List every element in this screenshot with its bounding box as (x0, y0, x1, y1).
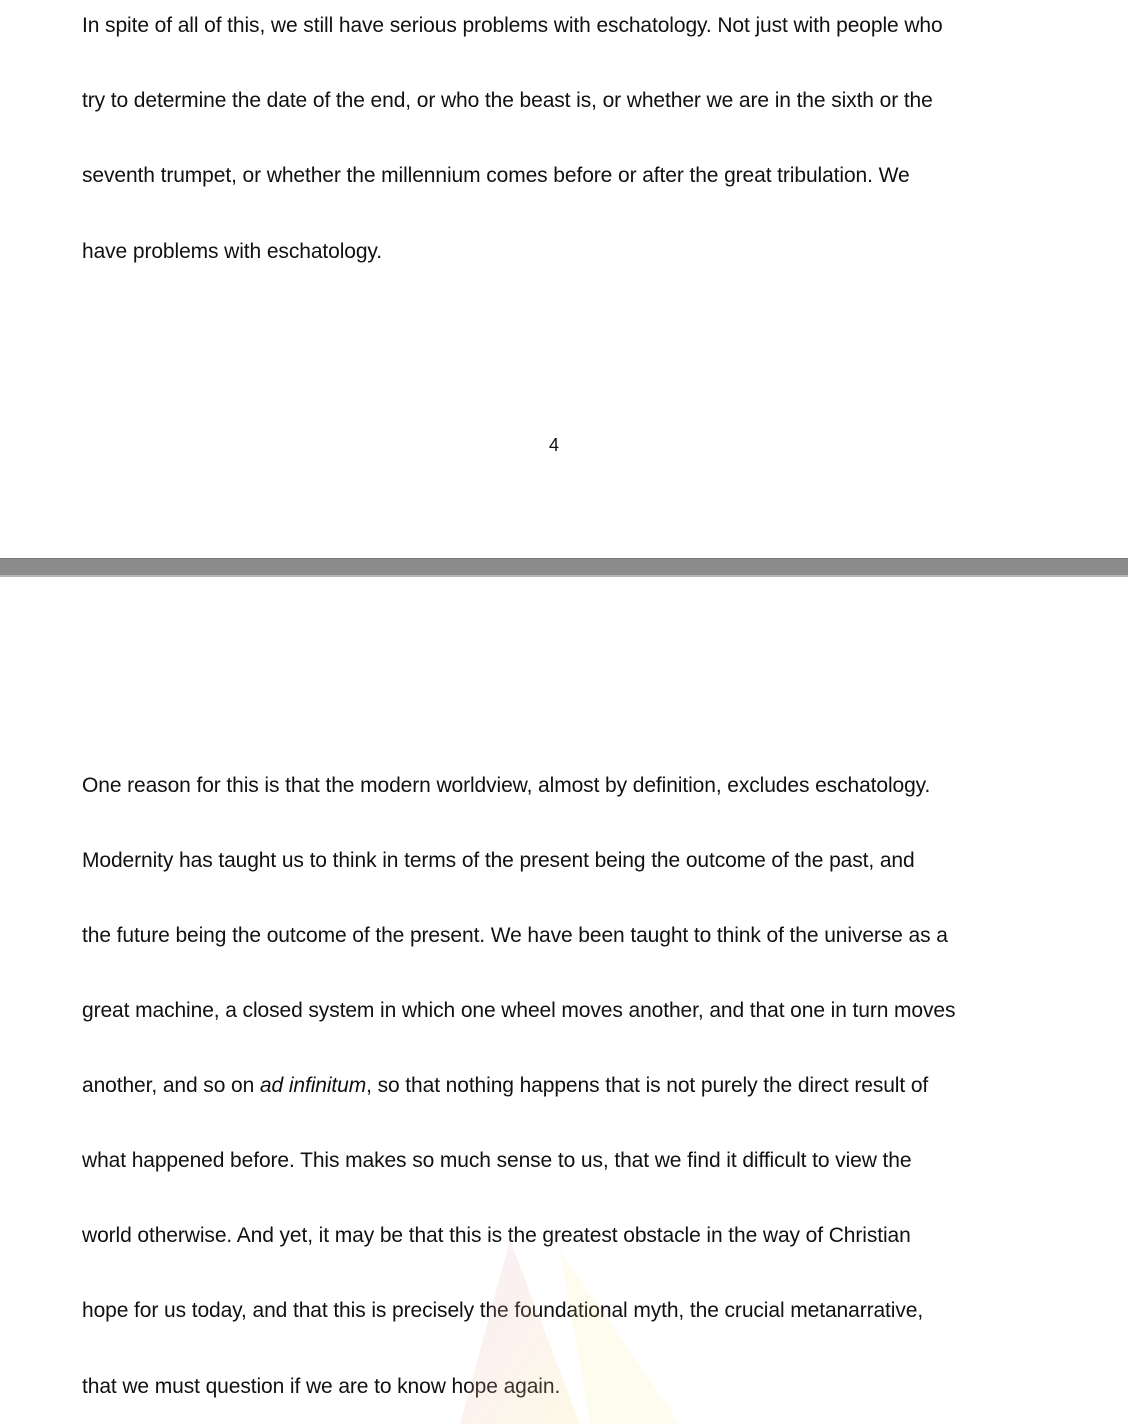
paragraph-line: In spite of all of this, we still have serious problems with eschatology. Not just with people who (82, 14, 943, 37)
paragraph-line: have problems with eschatology. (82, 240, 383, 263)
paragraph-line: Modernity has taught us to think in terms of the present being the outcome of the past, and (82, 849, 915, 872)
italic-phrase: ad infinitum (259, 1074, 367, 1097)
paragraph-line: world otherwise. And yet, it may be that this is the greatest obstacle in the way of Christian (82, 1224, 911, 1247)
page-number: 4 (548, 435, 559, 455)
page-separator (0, 558, 1128, 577)
paragraph-line: great machine, a closed system in which one wheel moves another, and that one in turn moves (82, 999, 956, 1022)
paragraph-line: that we must question if we are to know hope again. (82, 1375, 561, 1398)
document-page-bottom (0, 577, 1128, 1424)
paragraph-line: seventh trumpet, or whether the millennium comes before or after the great tribulation. We (82, 164, 910, 187)
line-text: another, and so on (82, 1074, 260, 1097)
document-page-top (0, 0, 1128, 558)
paragraph-line: what happened before. This makes so much sense to us, that we find it difficult to view the (82, 1149, 912, 1172)
paragraph-line: try to determine the date of the end, or who the beast is, or whether we are in the sixth or the (82, 89, 933, 112)
paragraph-line: One reason for this is that the modern worldview, almost by definition, excludes eschatology. (82, 774, 931, 797)
paragraph-line-with-italic (82, 1072, 928, 1100)
line-text: , so that nothing happens that is not purely the direct result of (366, 1074, 929, 1097)
paragraph-line: hope for us today, and that this is precisely the foundational myth, the crucial metanarrative, (82, 1299, 924, 1322)
paragraph-line: the future being the outcome of the present. We have been taught to think of the universe as a (82, 924, 948, 947)
